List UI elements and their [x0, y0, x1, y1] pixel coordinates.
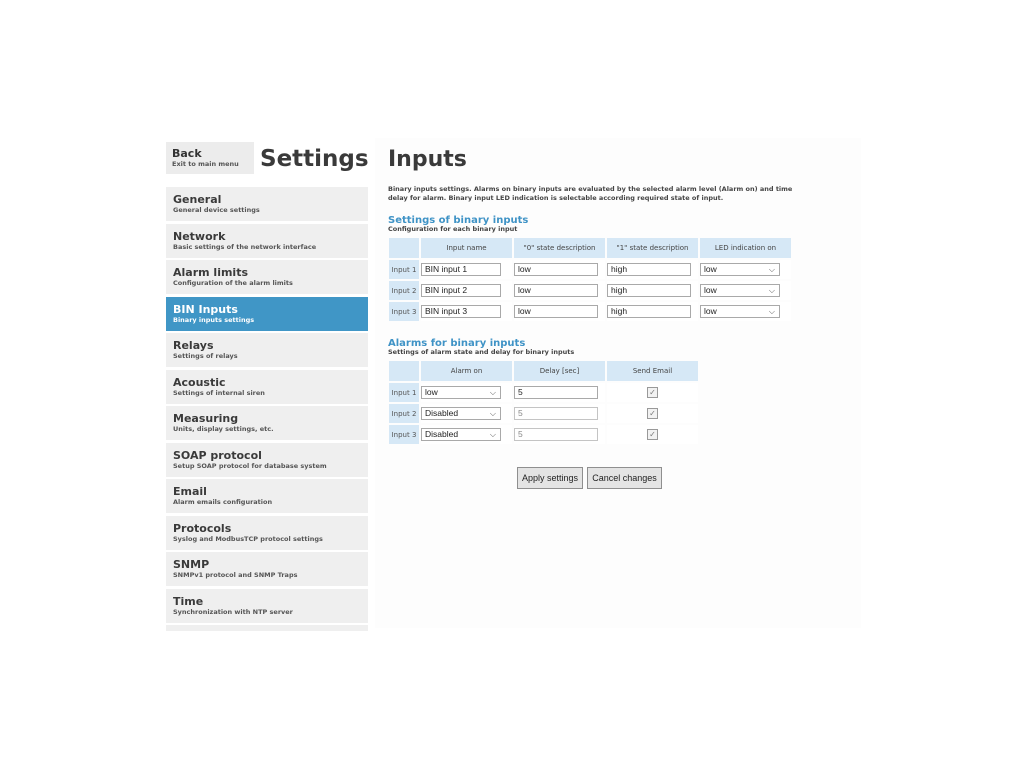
sidebar-item-general[interactable] — [166, 187, 368, 221]
column-header: "1" state description — [607, 238, 698, 258]
chevron-down-icon: ⌵ — [768, 286, 775, 295]
cancel-changes-button[interactable]: Cancel changes — [587, 467, 662, 489]
sidebar-item-title: Relays — [173, 339, 214, 352]
back-sublabel: Exit to main menu — [172, 160, 239, 168]
select-value: low — [704, 285, 717, 295]
sidebar-item-relays[interactable] — [166, 333, 368, 367]
sidebar-item-title: Acoustic — [173, 375, 226, 389]
input-name-field[interactable]: BIN input 3 — [421, 305, 501, 318]
table-corner — [389, 238, 419, 258]
send-email-checkbox[interactable]: ✓ — [647, 387, 658, 398]
select-value: Disabled — [425, 429, 459, 439]
state0-description-field[interactable]: low — [514, 263, 598, 276]
sidebar-item-protocols[interactable] — [166, 516, 368, 550]
sidebar-item-time[interactable] — [166, 589, 368, 623]
table-row — [389, 425, 698, 444]
table-row — [389, 281, 791, 300]
sidebar-item-measuring[interactable] — [166, 406, 368, 440]
table-row — [389, 260, 791, 279]
row-label: Input 2 — [389, 404, 419, 423]
sidebar-item-subtitle: Configuration of the alarm limits — [173, 279, 293, 287]
chevron-down-icon: ⌵ — [489, 409, 496, 418]
apply-settings-button[interactable]: Apply settings — [517, 467, 583, 489]
sidebar-item-title: SNMP — [173, 558, 210, 571]
state1-description-field[interactable]: high — [607, 284, 691, 297]
sidebar-item-subtitle: Binary inputs settings — [173, 315, 255, 324]
chevron-down-icon: ⌵ — [489, 430, 496, 439]
state0-description-field[interactable]: low — [514, 305, 598, 318]
select-value: low — [704, 306, 717, 316]
sidebar-item-acoustic[interactable] — [166, 370, 368, 404]
sidebar-item-subtitle: Settings of internal siren — [173, 388, 265, 397]
table-corner — [389, 361, 419, 381]
sidebar-item-title: Time — [173, 594, 204, 608]
select-value: low — [425, 387, 438, 397]
send-email-checkbox[interactable]: ✓ — [647, 429, 658, 440]
sidebar-item-subtitle: SNMPv1 protocol and SNMP Traps — [173, 571, 298, 579]
sidebar-item-title: Protocols — [173, 521, 232, 535]
sidebar-item-bin-inputs[interactable] — [166, 297, 368, 331]
sidebar-item-title: SOAP protocol — [173, 448, 262, 462]
column-header: Alarm on — [421, 361, 512, 381]
column-header: "0" state description — [514, 238, 605, 258]
sidebar-item-subtitle: General device settings — [173, 206, 260, 214]
chevron-down-icon: ⌵ — [489, 388, 496, 397]
delay-field[interactable]: 5 — [514, 407, 598, 420]
sidebar-item-alarm-limits[interactable] — [166, 260, 368, 294]
column-header: LED indication on — [700, 238, 791, 258]
sidebar-item-snmp[interactable] — [166, 552, 368, 586]
led-indication-select[interactable] — [700, 305, 780, 318]
alarm-on-select[interactable] — [421, 428, 501, 441]
sidebar-item-subtitle: Syslog and ModbusTCP protocol settings — [173, 534, 323, 543]
page-title: Inputs — [388, 147, 467, 172]
row-label: Input 1 — [389, 383, 419, 402]
alarms-table — [387, 359, 700, 446]
sidebar-overflow-item — [166, 625, 368, 631]
column-header: Input name — [421, 238, 512, 258]
delay-field[interactable]: 5 — [514, 386, 598, 399]
sidebar-item-subtitle: Synchronization with NTP server — [173, 607, 293, 616]
sidebar-item-title: BIN Inputs — [173, 302, 238, 316]
sidebar-item-title: Network — [173, 229, 226, 243]
chevron-down-icon: ⌵ — [768, 307, 775, 316]
alarm-on-select[interactable] — [421, 386, 501, 399]
sidebar-item-soap-protocol[interactable] — [166, 443, 368, 477]
table-row — [389, 302, 791, 321]
back-button[interactable] — [166, 142, 254, 174]
settings-table — [387, 236, 793, 323]
back-label: Back — [172, 147, 202, 160]
sidebar-item-title: Alarm limits — [173, 266, 249, 279]
select-value: low — [704, 264, 717, 274]
input-name-field[interactable]: BIN input 1 — [421, 263, 501, 276]
sidebar-item-subtitle: Setup SOAP protocol for database system — [173, 461, 327, 470]
sidebar-item-subtitle: Settings of relays — [173, 352, 238, 360]
select-value: Disabled — [425, 408, 459, 418]
state1-description-field[interactable]: high — [607, 263, 691, 276]
sidebar-item-subtitle: Basic settings of the network interface — [173, 242, 317, 251]
sidebar-item-network[interactable] — [166, 224, 368, 258]
led-indication-select[interactable] — [700, 284, 780, 297]
sidebar-item-email[interactable] — [166, 479, 368, 513]
state0-description-field[interactable]: low — [514, 284, 598, 297]
state1-description-field[interactable]: high — [607, 305, 691, 318]
sidebar-item-title: Measuring — [173, 412, 239, 425]
sidebar-item-title: General — [173, 193, 222, 206]
delay-field[interactable]: 5 — [514, 428, 598, 441]
row-label: Input 1 — [389, 260, 419, 279]
alarms-section-subtitle: Settings of alarm state and delay for binary inputs — [388, 348, 575, 356]
sidebar-item-title: Email — [173, 485, 207, 498]
settings-title: Settings — [260, 146, 369, 172]
led-indication-select[interactable] — [700, 263, 780, 276]
sidebar-item-subtitle: Alarm emails configuration — [173, 498, 273, 506]
intro-text: Binary inputs settings. Alarms on binary inputs are evaluated by the selected alarm level (Alarm on) and time delay for alarm. Binary input LED indication is selectable according required state of input. — [388, 185, 793, 202]
row-label: Input 3 — [389, 425, 419, 444]
settings-section-subtitle: Configuration for each binary input — [388, 225, 518, 233]
alarm-on-select[interactable] — [421, 407, 501, 420]
table-row — [389, 383, 698, 402]
main-panel — [375, 138, 861, 628]
column-header: Send Email — [607, 361, 698, 381]
alarms-section-title: Alarms for binary inputs — [388, 338, 526, 349]
sidebar-item-subtitle: Units, display settings, etc. — [173, 425, 274, 433]
chevron-down-icon: ⌵ — [768, 265, 775, 274]
send-email-checkbox[interactable]: ✓ — [647, 408, 658, 419]
column-header: Delay [sec] — [514, 361, 605, 381]
row-label: Input 2 — [389, 281, 419, 300]
input-name-field[interactable]: BIN input 2 — [421, 284, 501, 297]
settings-section-title: Settings of binary inputs — [388, 215, 529, 226]
table-row — [389, 404, 698, 423]
row-label: Input 3 — [389, 302, 419, 321]
sidebar — [166, 187, 368, 631]
